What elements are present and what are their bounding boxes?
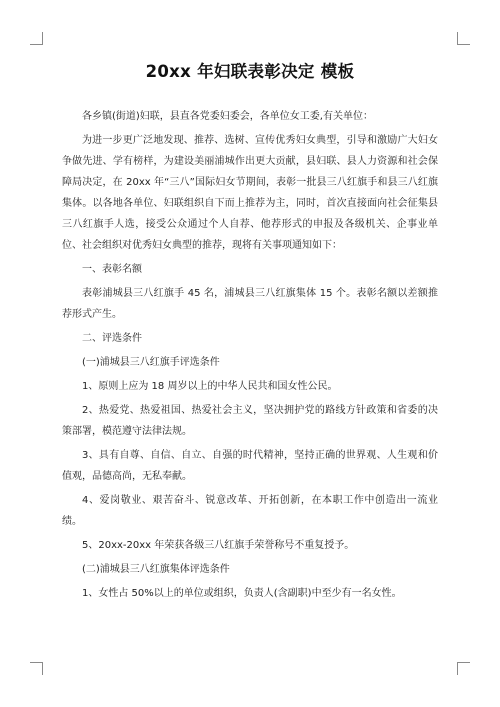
salutation: 各乡镇(街道)妇联，县直各党委妇委会，各单位女工委,有关单位： <box>82 111 373 122</box>
crop-mark-bottom-right <box>457 662 470 675</box>
document-title: 20xx 年妇联表彰决定 模板 <box>145 62 355 81</box>
criterion-item: 2、热爱党、热爱祖国、热爱社会主义，坚决拥护党的路线方针政策和省委的决策部署，模范遵守法律法规。 <box>62 405 438 437</box>
criterion-item: 5、20xx-20xx 年荣获各级三八红旗手荣誉称号不重复授予。 <box>82 540 355 551</box>
crop-mark-top-left <box>30 32 43 45</box>
intro-paragraph: 为进一步更广泛地发现、推荐、选树、宣传优秀妇女典型，引导和激励广大妇女争做先进、学有榜样，为建设美丽浦城作出更大贡献，县妇联、县人力资源和社会保障局决定，在 20xx 年“三八”国际妇女节期间，表彰一批县三八红旗手和县三八红旗集体。以各地各单位、妇联组织自下而上推荐为主，同时，首次直接面向社会征集县三八红旗手人选，接受公众通过个人自荐、他荐形式的申报及各级机关、企事业单位、社会组织对优秀妇女典型的推荐，现将有关事项通知如下： <box>62 135 438 251</box>
section-heading-quota: 一、表彰名额 <box>82 264 142 275</box>
quota-paragraph: 表彰浦城县三八红旗手 45 名，浦城县三八红旗集体 15 个。表彰名额以差额推荐形式产生。 <box>62 288 438 320</box>
document-body <box>62 106 438 607</box>
criterion-item: 3、具有自尊、自信、自立、自强的时代精神，坚持正确的世界观、人生观和价值观，品德高尚，无私奉献。 <box>62 450 438 482</box>
subsection-heading-individual: (一)浦城县三八红旗手评选条件 <box>82 357 220 368</box>
subsection-heading-collective: (二)浦城县三八红旗集体评选条件 <box>82 564 230 575</box>
crop-mark-bottom-left <box>30 662 43 675</box>
criterion-item: 1、女性占 50%以上的单位或组织，负责人(含副职)中至少有一名女性。 <box>82 588 402 599</box>
section-heading-criteria: 二、评选条件 <box>82 333 142 344</box>
crop-mark-top-right <box>457 32 470 45</box>
criterion-item: 4、爱岗敬业、艰苦奋斗、锐意改革、开拓创新，在本职工作中创造出一流业绩。 <box>62 495 438 527</box>
criterion-item: 1、原则上应为 18 周岁以上的中华人民共和国女性公民。 <box>82 381 338 392</box>
